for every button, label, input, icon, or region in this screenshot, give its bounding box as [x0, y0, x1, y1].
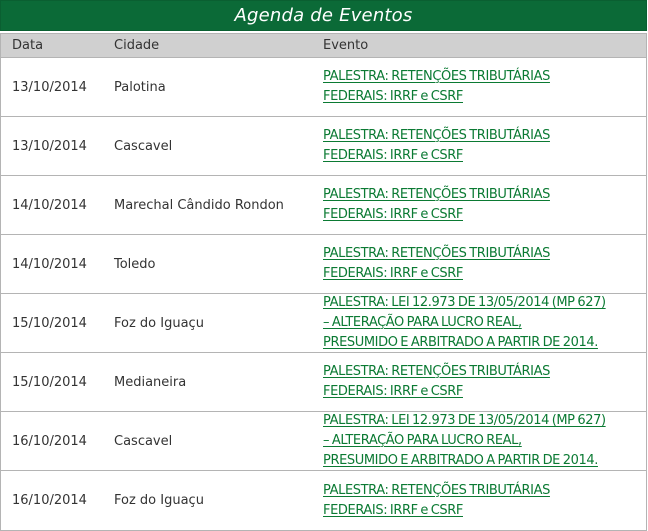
- row-date: 13/10/2014: [12, 138, 87, 154]
- row-city: Foz do Iguaçu: [114, 493, 204, 508]
- row-date: 15/10/2014: [12, 315, 87, 331]
- event-link-line[interactable]: PALESTRA: RETENÇÕES TRIBUTÁRIAS: [323, 364, 550, 379]
- row-city: Medianeira: [114, 374, 187, 390]
- event-link-line[interactable]: PALESTRA: LEI 12.973 DE 13/05/2014 (MP 627): [323, 295, 606, 310]
- table-row: [1, 353, 646, 412]
- row-date: 14/10/2014: [12, 256, 87, 272]
- event-link-line[interactable]: FEDERAIS: IRRF e CSRF: [323, 148, 463, 163]
- event-link-line[interactable]: FEDERAIS: IRRF e CSRF: [323, 384, 463, 399]
- table-row: [1, 294, 646, 353]
- event-link[interactable]: [323, 126, 642, 166]
- header-date: Data: [12, 38, 44, 53]
- table-row: [1, 471, 646, 531]
- event-link[interactable]: [323, 244, 642, 284]
- row-date: 15/10/2014: [12, 374, 87, 390]
- row-event: [322, 481, 642, 521]
- row-event: [322, 244, 642, 284]
- event-link-line[interactable]: FEDERAIS: IRRF e CSRF: [323, 89, 463, 104]
- row-event: [322, 293, 642, 353]
- table-row: [1, 412, 646, 471]
- row-city: Marechal Cândido Rondon: [114, 197, 284, 213]
- row-date: 13/10/2014: [12, 79, 87, 95]
- table-row: [1, 176, 646, 235]
- event-link-line[interactable]: FEDERAIS: IRRF e CSRF: [323, 266, 463, 281]
- event-link[interactable]: [323, 481, 642, 521]
- event-link[interactable]: [323, 67, 642, 107]
- row-date: 14/10/2014: [12, 197, 87, 213]
- event-link-line[interactable]: PALESTRA: RETENÇÕES TRIBUTÁRIAS: [323, 187, 550, 202]
- event-link[interactable]: [323, 293, 642, 353]
- event-link[interactable]: [323, 362, 642, 402]
- events-table: [0, 33, 647, 531]
- header-event: Evento: [323, 38, 369, 53]
- event-link[interactable]: [323, 411, 642, 471]
- row-date: 16/10/2014: [12, 433, 87, 449]
- row-city: Toledo: [114, 256, 156, 272]
- event-link[interactable]: [323, 185, 642, 225]
- row-city: Cascavel: [114, 138, 173, 154]
- row-event: [322, 126, 642, 166]
- table-row: [1, 58, 646, 117]
- table-row: [1, 235, 646, 294]
- row-event: [322, 362, 642, 402]
- event-link-line[interactable]: PRESUMIDO E ARBITRADO A PARTIR DE 2014.: [323, 453, 598, 468]
- event-link-line[interactable]: PALESTRA: RETENÇÕES TRIBUTÁRIAS: [323, 128, 550, 143]
- row-event: [322, 411, 642, 471]
- event-link-line[interactable]: PRESUMIDO E ARBITRADO A PARTIR DE 2014.: [323, 335, 598, 350]
- row-city: Foz do Iguaçu: [114, 315, 204, 331]
- row-date: 16/10/2014: [12, 493, 87, 508]
- event-link-line[interactable]: – ALTERAÇÃO PARA LUCRO REAL,: [323, 433, 522, 448]
- row-city: Cascavel: [114, 433, 173, 449]
- table-header-row: [1, 33, 646, 58]
- table-row: [1, 117, 646, 176]
- row-city: Palotina: [114, 79, 166, 95]
- event-link-line[interactable]: FEDERAIS: IRRF e CSRF: [323, 502, 463, 518]
- event-link-line[interactable]: PALESTRA: LEI 12.973 DE 13/05/2014 (MP 627): [323, 413, 606, 428]
- event-link-line[interactable]: – ALTERAÇÃO PARA LUCRO REAL,: [323, 315, 522, 330]
- header-city: Cidade: [114, 38, 160, 53]
- event-link-line[interactable]: FEDERAIS: IRRF e CSRF: [323, 207, 463, 222]
- event-link-line[interactable]: PALESTRA: RETENÇÕES TRIBUTÁRIAS: [323, 69, 550, 84]
- event-link-line[interactable]: PALESTRA: RETENÇÕES TRIBUTÁRIAS: [323, 482, 550, 498]
- agenda-title: Agenda de Eventos: [0, 0, 647, 31]
- event-link-line[interactable]: PALESTRA: RETENÇÕES TRIBUTÁRIAS: [323, 246, 550, 261]
- row-event: [322, 67, 642, 107]
- row-event: [322, 185, 642, 225]
